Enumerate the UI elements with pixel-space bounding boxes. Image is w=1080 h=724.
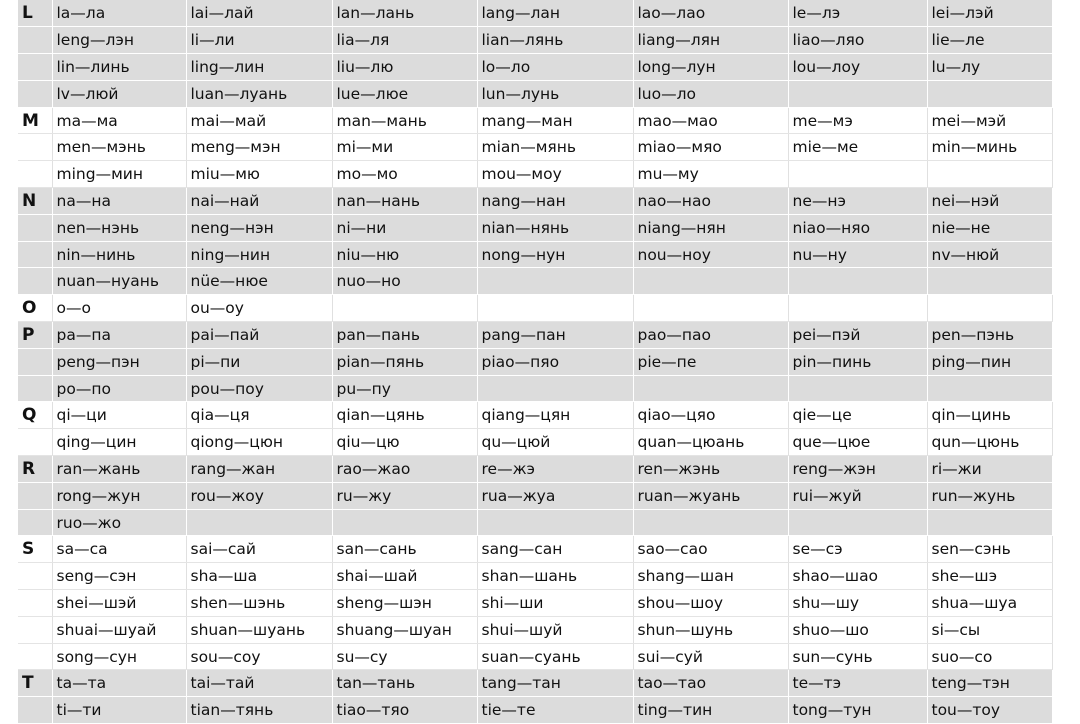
syllable-cell: mai—май xyxy=(186,107,332,134)
syllable-cell: me—мэ xyxy=(788,107,927,134)
table-row xyxy=(18,429,1052,456)
group-letter: N xyxy=(18,188,52,215)
syllable-cell: lu—лу xyxy=(927,54,1052,81)
syllable-cell: qie—це xyxy=(788,402,927,429)
syllable-cell: song—сун xyxy=(52,643,186,670)
syllable-cell: rou—жоу xyxy=(186,482,332,509)
table-row xyxy=(18,107,1052,134)
syllable-cell: pu—пу xyxy=(332,375,477,402)
table-row xyxy=(18,27,1052,54)
syllable-cell xyxy=(633,375,788,402)
syllable-cell: sen—сэнь xyxy=(927,536,1052,563)
table-row xyxy=(18,616,1052,643)
syllable-cell: lue—люе xyxy=(332,80,477,107)
syllable-cell: sun—сунь xyxy=(788,643,927,670)
syllable-cell: tao—тао xyxy=(633,670,788,697)
syllable-cell: nao—нао xyxy=(633,188,788,215)
table-row xyxy=(18,643,1052,670)
pinyin-cyrillic-table xyxy=(18,0,1053,724)
group-letter: O xyxy=(18,295,52,322)
syllable-cell: mie—ме xyxy=(788,134,927,161)
syllable-cell: nai—най xyxy=(186,188,332,215)
syllable-cell: lia—ля xyxy=(332,27,477,54)
syllable-cell: si—сы xyxy=(927,616,1052,643)
group-letter xyxy=(18,590,52,617)
syllable-cell: lai—лай xyxy=(186,0,332,27)
syllable-cell: sai—сай xyxy=(186,536,332,563)
table-row xyxy=(18,348,1052,375)
syllable-cell xyxy=(927,509,1052,536)
syllable-cell xyxy=(186,509,332,536)
syllable-cell: ling—лин xyxy=(186,54,332,81)
syllable-cell: nv—нюй xyxy=(927,241,1052,268)
syllable-cell: suan—суань xyxy=(477,643,633,670)
group-letter xyxy=(18,161,52,188)
syllable-cell: seng—сэн xyxy=(52,563,186,590)
table-row xyxy=(18,268,1052,295)
group-letter xyxy=(18,27,52,54)
syllable-cell: lun—лунь xyxy=(477,80,633,107)
syllable-cell: qi—ци xyxy=(52,402,186,429)
syllable-cell: su—су xyxy=(332,643,477,670)
syllable-cell: qun—цюнь xyxy=(927,429,1052,456)
syllable-cell: sha—ша xyxy=(186,563,332,590)
group-letter xyxy=(18,616,52,643)
group-letter: R xyxy=(18,456,52,483)
syllable-cell: pou—поу xyxy=(186,375,332,402)
table-row xyxy=(18,214,1052,241)
syllable-cell: pian—пянь xyxy=(332,348,477,375)
syllable-cell: piao—пяо xyxy=(477,348,633,375)
syllable-cell: nan—нань xyxy=(332,188,477,215)
syllable-cell: san—сань xyxy=(332,536,477,563)
syllable-cell: ning—нин xyxy=(186,241,332,268)
syllable-cell: mi—ми xyxy=(332,134,477,161)
syllable-cell xyxy=(477,509,633,536)
syllable-cell: meng—мэн xyxy=(186,134,332,161)
syllable-cell xyxy=(788,80,927,107)
syllable-cell: mou—моу xyxy=(477,161,633,188)
syllable-cell: shen—шэнь xyxy=(186,590,332,617)
syllable-cell: nuo—но xyxy=(332,268,477,295)
syllable-cell: qing—цин xyxy=(52,429,186,456)
syllable-cell: niao—няо xyxy=(788,214,927,241)
group-letter xyxy=(18,697,52,724)
syllable-cell: tian—тянь xyxy=(186,697,332,724)
syllable-cell: sa—са xyxy=(52,536,186,563)
syllable-cell: long—лун xyxy=(633,54,788,81)
syllable-cell xyxy=(927,295,1052,322)
syllable-cell xyxy=(477,375,633,402)
syllable-cell: sao—сао xyxy=(633,536,788,563)
syllable-cell: lv—люй xyxy=(52,80,186,107)
syllable-cell: shuai—шуай xyxy=(52,616,186,643)
syllable-cell: nie—не xyxy=(927,214,1052,241)
syllable-cell: pang—пан xyxy=(477,322,633,349)
syllable-cell: mang—ман xyxy=(477,107,633,134)
syllable-cell xyxy=(633,268,788,295)
syllable-cell: lan—лань xyxy=(332,0,477,27)
group-letter xyxy=(18,375,52,402)
syllable-cell: li—ли xyxy=(186,27,332,54)
syllable-cell: mei—мэй xyxy=(927,107,1052,134)
group-letter xyxy=(18,643,52,670)
syllable-cell: nuan—нуань xyxy=(52,268,186,295)
syllable-cell: men—мэнь xyxy=(52,134,186,161)
syllable-cell: pai—пай xyxy=(186,322,332,349)
syllable-cell: pie—пе xyxy=(633,348,788,375)
group-letter: S xyxy=(18,536,52,563)
syllable-cell: shuo—шо xyxy=(788,616,927,643)
syllable-cell: neng—нэн xyxy=(186,214,332,241)
syllable-cell: te—тэ xyxy=(788,670,927,697)
syllable-cell: shu—шу xyxy=(788,590,927,617)
syllable-cell: shun—шунь xyxy=(633,616,788,643)
syllable-cell: sheng—шэн xyxy=(332,590,477,617)
syllable-cell: ruan—жуань xyxy=(633,482,788,509)
group-letter xyxy=(18,429,52,456)
syllable-cell xyxy=(788,161,927,188)
group-letter: P xyxy=(18,322,52,349)
syllable-cell: tai—тай xyxy=(186,670,332,697)
pinyin-cyrillic-table-container xyxy=(18,0,1052,720)
syllable-cell: qiu—цю xyxy=(332,429,477,456)
group-letter xyxy=(18,214,52,241)
syllable-cell: la—ла xyxy=(52,0,186,27)
syllable-cell: tou—тоу xyxy=(927,697,1052,724)
syllable-cell: le—лэ xyxy=(788,0,927,27)
syllable-cell xyxy=(927,375,1052,402)
syllable-cell: quan—цюань xyxy=(633,429,788,456)
syllable-cell: que—цюе xyxy=(788,429,927,456)
syllable-cell: shao—шао xyxy=(788,563,927,590)
syllable-cell: ping—пин xyxy=(927,348,1052,375)
syllable-cell: ran—жань xyxy=(52,456,186,483)
syllable-cell: she—шэ xyxy=(927,563,1052,590)
syllable-cell: rua—жуа xyxy=(477,482,633,509)
syllable-cell xyxy=(633,295,788,322)
syllable-cell: nang—нан xyxy=(477,188,633,215)
syllable-cell xyxy=(332,295,477,322)
syllable-cell: peng—пэн xyxy=(52,348,186,375)
syllable-cell: nei—нэй xyxy=(927,188,1052,215)
syllable-cell: shui—шуй xyxy=(477,616,633,643)
syllable-cell: pao—пао xyxy=(633,322,788,349)
syllable-cell: ru—жу xyxy=(332,482,477,509)
syllable-cell: shuan—шуань xyxy=(186,616,332,643)
table-row xyxy=(18,482,1052,509)
group-letter xyxy=(18,80,52,107)
syllable-cell: qin—цинь xyxy=(927,402,1052,429)
syllable-cell: nin—нинь xyxy=(52,241,186,268)
table-row xyxy=(18,456,1052,483)
syllable-cell xyxy=(788,268,927,295)
syllable-cell: ri—жи xyxy=(927,456,1052,483)
syllable-cell: lian—лянь xyxy=(477,27,633,54)
table-row xyxy=(18,188,1052,215)
syllable-cell xyxy=(927,80,1052,107)
syllable-cell: niang—нян xyxy=(633,214,788,241)
table-row xyxy=(18,295,1052,322)
syllable-cell: pen—пэнь xyxy=(927,322,1052,349)
syllable-cell: shuang—шуан xyxy=(332,616,477,643)
group-letter xyxy=(18,348,52,375)
syllable-cell: teng—тэн xyxy=(927,670,1052,697)
group-letter: T xyxy=(18,670,52,697)
syllable-cell xyxy=(788,295,927,322)
syllable-cell: nou—ноу xyxy=(633,241,788,268)
syllable-cell: liao—ляо xyxy=(788,27,927,54)
syllable-cell: tong—тун xyxy=(788,697,927,724)
syllable-cell xyxy=(788,375,927,402)
syllable-cell: qiong—цюн xyxy=(186,429,332,456)
syllable-cell: shi—ши xyxy=(477,590,633,617)
syllable-cell: rao—жао xyxy=(332,456,477,483)
syllable-cell: luan—луань xyxy=(186,80,332,107)
group-letter xyxy=(18,268,52,295)
syllable-cell: miu—мю xyxy=(186,161,332,188)
table-body xyxy=(18,0,1052,724)
syllable-cell: ting—тин xyxy=(633,697,788,724)
group-letter xyxy=(18,241,52,268)
syllable-cell: tan—тань xyxy=(332,670,477,697)
syllable-cell xyxy=(477,295,633,322)
syllable-cell: lie—ле xyxy=(927,27,1052,54)
group-letter xyxy=(18,509,52,536)
syllable-cell: shei—шэй xyxy=(52,590,186,617)
table-row xyxy=(18,241,1052,268)
syllable-cell: rang—жан xyxy=(186,456,332,483)
table-row xyxy=(18,375,1052,402)
table-row xyxy=(18,536,1052,563)
syllable-cell xyxy=(927,268,1052,295)
syllable-cell: qiang—цян xyxy=(477,402,633,429)
syllable-cell: run—жунь xyxy=(927,482,1052,509)
syllable-cell: ruo—жо xyxy=(52,509,186,536)
syllable-cell: o—о xyxy=(52,295,186,322)
syllable-cell: re—жэ xyxy=(477,456,633,483)
syllable-cell xyxy=(927,161,1052,188)
syllable-cell: liang—лян xyxy=(633,27,788,54)
syllable-cell: qiao—цяо xyxy=(633,402,788,429)
table-row xyxy=(18,54,1052,81)
group-letter: Q xyxy=(18,402,52,429)
syllable-cell: nian—нянь xyxy=(477,214,633,241)
syllable-cell: pei—пэй xyxy=(788,322,927,349)
syllable-cell: pan—пань xyxy=(332,322,477,349)
syllable-cell: liu—лю xyxy=(332,54,477,81)
syllable-cell xyxy=(788,509,927,536)
syllable-cell: niu—ню xyxy=(332,241,477,268)
syllable-cell: se—сэ xyxy=(788,536,927,563)
syllable-cell: ren—жэнь xyxy=(633,456,788,483)
syllable-cell: po—по xyxy=(52,375,186,402)
syllable-cell: nong—нун xyxy=(477,241,633,268)
syllable-cell: qia—ця xyxy=(186,402,332,429)
syllable-cell: rong—жун xyxy=(52,482,186,509)
syllable-cell: mian—мянь xyxy=(477,134,633,161)
group-letter: M xyxy=(18,107,52,134)
syllable-cell: mao—мао xyxy=(633,107,788,134)
table-row xyxy=(18,563,1052,590)
table-row xyxy=(18,322,1052,349)
syllable-cell: ming—мин xyxy=(52,161,186,188)
syllable-cell: leng—лэн xyxy=(52,27,186,54)
syllable-cell: mo—мо xyxy=(332,161,477,188)
syllable-cell: pin—пинь xyxy=(788,348,927,375)
table-row xyxy=(18,697,1052,724)
group-letter: L xyxy=(18,0,52,27)
table-row xyxy=(18,590,1052,617)
syllable-cell: lao—лао xyxy=(633,0,788,27)
syllable-cell: pi—пи xyxy=(186,348,332,375)
syllable-cell: qu—цюй xyxy=(477,429,633,456)
group-letter xyxy=(18,54,52,81)
syllable-cell: lei—лэй xyxy=(927,0,1052,27)
table-row xyxy=(18,509,1052,536)
syllable-cell: sui—суй xyxy=(633,643,788,670)
syllable-cell: mu—му xyxy=(633,161,788,188)
syllable-cell: ou—оу xyxy=(186,295,332,322)
group-letter xyxy=(18,563,52,590)
table-row xyxy=(18,134,1052,161)
syllable-cell: shua—шуа xyxy=(927,590,1052,617)
syllable-cell: nu—ну xyxy=(788,241,927,268)
table-row xyxy=(18,0,1052,27)
syllable-cell: shang—шан xyxy=(633,563,788,590)
table-row xyxy=(18,161,1052,188)
syllable-cell: nen—нэнь xyxy=(52,214,186,241)
syllable-cell: miao—мяо xyxy=(633,134,788,161)
syllable-cell: min—минь xyxy=(927,134,1052,161)
group-letter xyxy=(18,134,52,161)
syllable-cell xyxy=(332,509,477,536)
syllable-cell: tiao—тяо xyxy=(332,697,477,724)
syllable-cell: ma—ма xyxy=(52,107,186,134)
syllable-cell: ti—ти xyxy=(52,697,186,724)
syllable-cell: man—мань xyxy=(332,107,477,134)
table-row xyxy=(18,402,1052,429)
syllable-cell: luo—ло xyxy=(633,80,788,107)
group-letter xyxy=(18,482,52,509)
syllable-cell: tie—те xyxy=(477,697,633,724)
syllable-cell: nüe—нюе xyxy=(186,268,332,295)
syllable-cell: reng—жэн xyxy=(788,456,927,483)
syllable-cell: lang—лан xyxy=(477,0,633,27)
syllable-cell: lin—линь xyxy=(52,54,186,81)
syllable-cell: lou—лоу xyxy=(788,54,927,81)
syllable-cell: sou—соу xyxy=(186,643,332,670)
syllable-cell: ne—нэ xyxy=(788,188,927,215)
syllable-cell: sang—сан xyxy=(477,536,633,563)
syllable-cell: suo—со xyxy=(927,643,1052,670)
table-row xyxy=(18,670,1052,697)
syllable-cell xyxy=(633,509,788,536)
syllable-cell: ta—та xyxy=(52,670,186,697)
syllable-cell: shai—шай xyxy=(332,563,477,590)
syllable-cell: rui—жуй xyxy=(788,482,927,509)
syllable-cell: shan—шань xyxy=(477,563,633,590)
syllable-cell: tang—тан xyxy=(477,670,633,697)
syllable-cell: pa—па xyxy=(52,322,186,349)
syllable-cell: na—на xyxy=(52,188,186,215)
syllable-cell: ni—ни xyxy=(332,214,477,241)
table-row xyxy=(18,80,1052,107)
syllable-cell xyxy=(477,268,633,295)
syllable-cell: shou—шоу xyxy=(633,590,788,617)
syllable-cell: lo—ло xyxy=(477,54,633,81)
syllable-cell: qian—цянь xyxy=(332,402,477,429)
